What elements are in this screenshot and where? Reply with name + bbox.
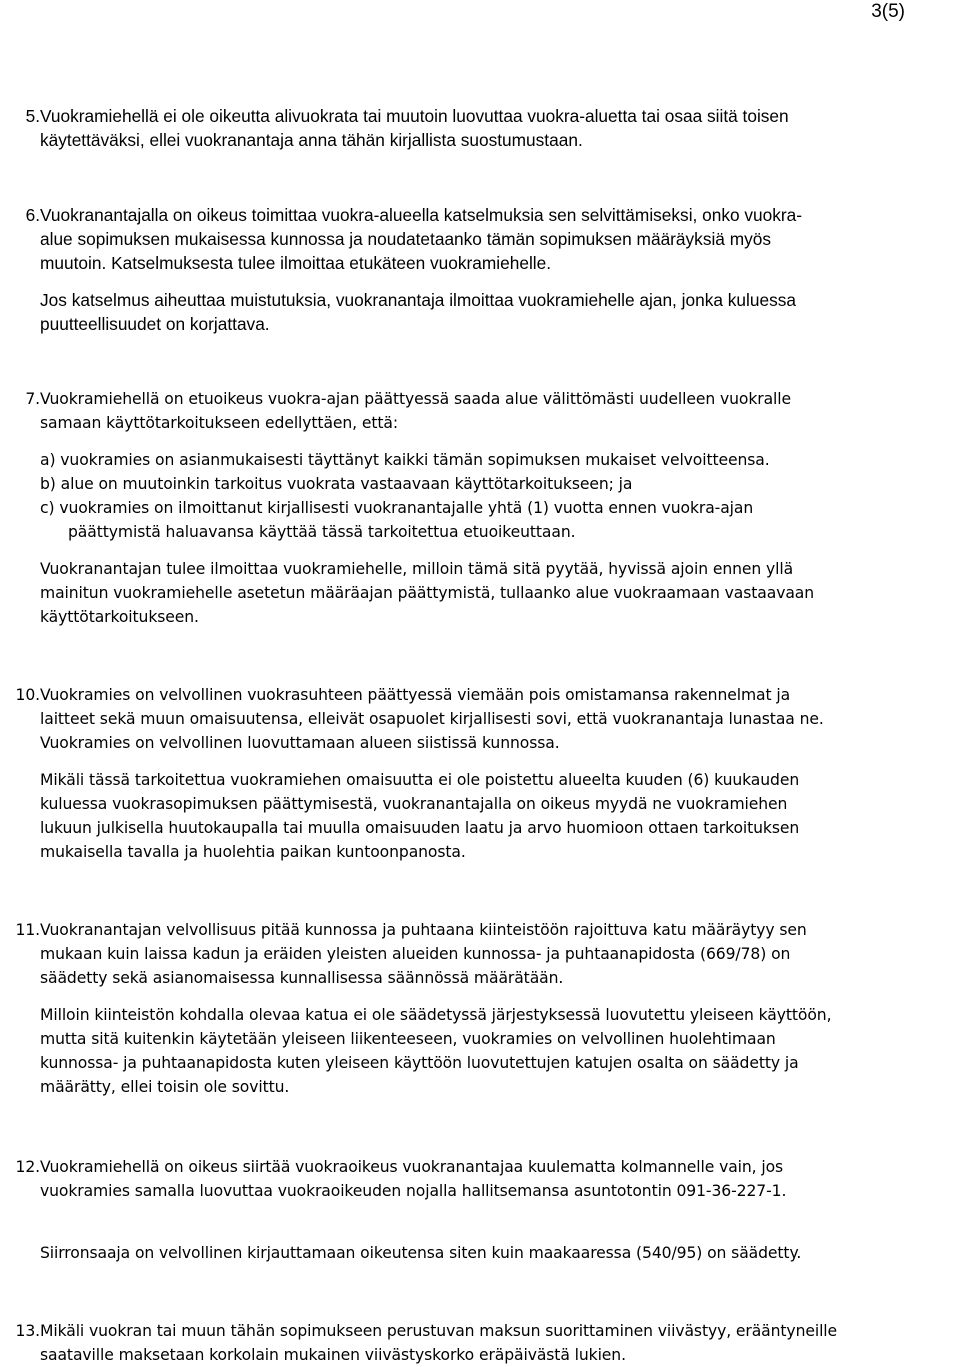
section-number: 13. — [15, 1322, 40, 1340]
text-line: Mikäli tässä tarkoitettua vuokramiehen omaisuutta ei ole poistettu alueelta kuuden (6) kuukauden — [40, 771, 800, 789]
list-item-a: a) vuokramies on asianmukaisesti täyttänyt kaikki tämän sopimuksen mukaiset velvoitteensa. — [40, 451, 770, 469]
text-line: mukaan kuin laissa kadun ja eräiden yleisten alueiden kunnossa- ja puhtaanapidosta (669/78) on — [40, 945, 791, 963]
section-number: 11. — [15, 921, 40, 939]
section-number: 10. — [15, 686, 40, 704]
text-line: Vuokramiehellä ei ole oikeutta alivuokrata tai muutoin luovuttaa vuokra-aluetta tai osaa siitä toisen — [40, 106, 789, 126]
text-line: Vuokranantajalla on oikeus toimittaa vuokra-alueella katselmuksia sen selvittämiseksi, onko vuokra- — [40, 205, 803, 225]
section-number: 5. — [25, 106, 40, 126]
text-line: laitteet sekä muun omaisuutensa, elleivät osapuolet kirjallisesti sovi, että vuokranantaja lunastaa ne. — [40, 710, 824, 728]
text-line: alue sopimuksen mukaisessa kunnossa ja noudatetaanko tämän sopimuksen määräyksiä myös — [40, 229, 772, 249]
section-text — [40, 203, 960, 336]
section-text — [40, 1319, 960, 1367]
text-line: käytettäväksi, ellei vuokranantaja anna tähän kirjallista suostumustaan. — [40, 130, 583, 150]
text-line: mukaisella tavalla ja huolehtia paikan kuntoonpanosta. — [40, 843, 466, 861]
section-text — [40, 387, 960, 629]
text-line: Vuokramies on velvollinen vuokrasuhteen päättyessä viemään pois omistamansa rakennelmat ja — [40, 686, 791, 704]
text-line: muutoin. Katselmuksesta tulee ilmoittaa etukäteen vuokramiehelle. — [40, 253, 552, 273]
text-line: puutteellisuudet on korjattava. — [40, 314, 270, 334]
section-text — [40, 1155, 960, 1265]
list-item-b: b) alue on muutoinkin tarkoitus vuokrata vastaavaan käyttötarkoitukseen; ja — [40, 475, 633, 493]
section-text — [40, 683, 960, 864]
text-line: mutta sitä kuitenkin käytetään yleiseen liikenteeseen, vuokramies on velvollinen huolehtimaan — [40, 1030, 776, 1048]
page-number: 3(5) — [871, 1, 905, 22]
text-line: Mikäli vuokran tai muun tähän sopimukseen perustuvan maksun suorittaminen viivästyy, erääntyneille — [40, 1322, 838, 1340]
text-line: kuluessa vuokrasopimuksen päättymisestä, vuokranantajalla on oikeus myydä ne vuokramiehen — [40, 795, 788, 813]
text-line: Vuokramiehellä on etuoikeus vuokra-ajan päättyessä saada alue välittömästi uudelleen vuokralle — [40, 390, 791, 408]
list-item-c: c) vuokramies on ilmoittanut kirjallisesti vuokranantajalle yhtä (1) vuotta ennen vuokra-ajan — [40, 499, 754, 517]
section-text — [40, 104, 960, 152]
text-line: Siirronsaaja on velvollinen kirjauttamaan oikeutensa siten kuin maakaaressa (540/95) on säädetty. — [40, 1244, 802, 1262]
text-line: määrätty, ellei toisin ole sovittu. — [40, 1078, 290, 1096]
text-line: kunnossa- ja puhtaanapidosta kuten yleiseen käyttöön luovutettujen katujen osalta on säädetty ja — [40, 1054, 799, 1072]
text-line: Jos katselmus aiheuttaa muistutuksia, vuokranantaja ilmoittaa vuokramiehelle ajan, jonka kuluessa — [40, 290, 796, 310]
text-line: Vuokramiehellä on oikeus siirtää vuokraoikeus vuokranantajaa kuulematta kolmannelle vain, jos — [40, 1158, 784, 1176]
text-line: Vuokranantajan tulee ilmoittaa vuokramiehelle, milloin tämä sitä pyytää, hyvissä ajoin ennen yllä — [40, 560, 794, 578]
text-line: lukuun julkisella huutokaupalla tai muulla omaisuuden laatu ja arvo huomioon ottaen tarkoituksen — [40, 819, 800, 837]
text-line: vuokramies samalla luovuttaa vuokraoikeuden nojalla hallitsemansa asuntotontin 091-36-227-1. — [40, 1182, 787, 1200]
text-line: Vuokranantajan velvollisuus pitää kunnossa ja puhtaana kiinteistöön rajoittuva katu määräytyy sen — [40, 921, 807, 939]
section-number: 7. — [25, 390, 40, 408]
text-line: Milloin kiinteistön kohdalla olevaa katua ei ole säädetyssä järjestyksessä luovutettu yleiseen käyttöön, — [40, 1006, 832, 1024]
list-item-c-continued: päättymistä haluavansa käyttää tässä tarkoitettua etuoikeuttaan. — [68, 523, 576, 541]
text-line: Vuokramies on velvollinen luovuttamaan alueen siistissä kunnossa. — [40, 734, 560, 752]
text-line: käyttötarkoitukseen. — [40, 608, 199, 626]
section-number: 12. — [15, 1158, 40, 1176]
text-line: säädetty sekä asianomaisessa kunnallisessa säännössä määrätään. — [40, 969, 564, 987]
section-number: 6. — [25, 205, 40, 225]
text-line: samaan käyttötarkoitukseen edellyttäen, että: — [40, 414, 399, 432]
text-line: saataville maksetaan korkolain mukainen viivästyskorko eräpäivästä lukien. — [40, 1346, 626, 1364]
section-text — [40, 918, 960, 1099]
text-line: mainitun vuokramiehelle asetetun määräajan päättymistä, tullaanko alue vuokraamaan vastaavaan — [40, 584, 815, 602]
